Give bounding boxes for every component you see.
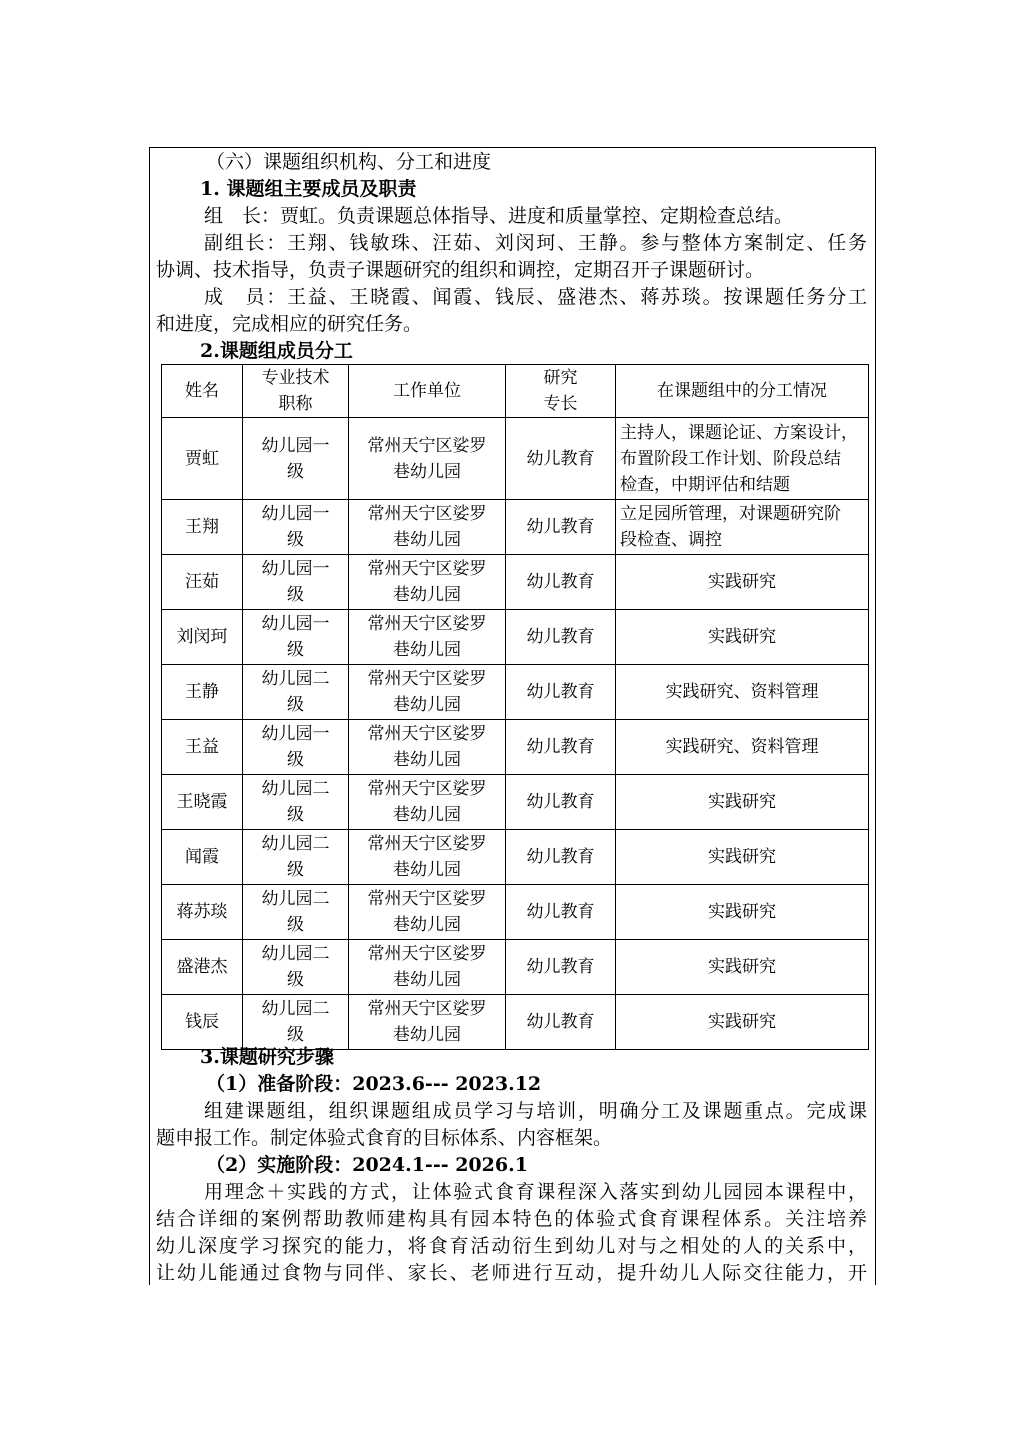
cell-title-b: 级: [287, 970, 304, 990]
impl-line-3: 幼儿深度学习探究的能力，将食育活动衍生到幼儿对与之相处的人的关系中，: [156, 1235, 867, 1257]
cell-unit-b: 巷幼儿园: [393, 461, 461, 482]
cell-duty-line: 实践研究: [708, 1012, 776, 1032]
cell-unit: [349, 940, 506, 995]
cell-unit: [349, 418, 506, 500]
cell-duty: [616, 830, 869, 885]
header-title-b: 职称: [278, 394, 313, 414]
impl-line-4: 让幼儿能通过食物与同伴、家长、老师进行互动，提升幼儿人际交往能力，开: [156, 1262, 867, 1284]
table-row: [162, 500, 869, 555]
cell-title-b: 级: [287, 530, 304, 550]
cell-unit-b: 巷幼儿园: [393, 970, 461, 990]
cell-title: [243, 940, 349, 995]
cell-specialty: 幼儿教育: [506, 775, 616, 830]
cell-unit: [349, 555, 506, 610]
cell-unit: [349, 995, 506, 1050]
cell-duty: [616, 500, 869, 555]
cell-title-b: 级: [287, 640, 304, 660]
part2-title: 2.课题组成员分工: [200, 340, 353, 362]
header-name: 姓名: [162, 365, 243, 418]
cell-unit-a: 常州天宁区娑罗: [367, 559, 487, 579]
cell-name: 蒋苏琰: [162, 885, 243, 940]
cell-unit-b: 巷幼儿园: [393, 915, 461, 935]
cell-specialty: 幼儿教育: [506, 500, 616, 555]
member-line-2: 和进度，完成相应的研究任务。: [156, 313, 423, 335]
cell-title-a: 幼儿园一: [261, 504, 330, 524]
cell-unit-b: 巷幼儿园: [393, 860, 461, 880]
cell-duty: [616, 665, 869, 720]
cell-unit-a: 常州天宁区娑罗: [367, 435, 487, 456]
header-spec-a: 研究: [543, 368, 578, 388]
cell-duty-line: 实践研究: [708, 957, 776, 977]
cell-duty-line: 实践研究: [708, 847, 776, 867]
cell-name: 钱辰: [162, 995, 243, 1050]
cell-title-b: 级: [287, 695, 304, 715]
header-duty: 在课题组中的分工情况: [616, 365, 869, 418]
cell-duty-line: 实践研究、资料管理: [665, 682, 819, 702]
cell-duty: [616, 610, 869, 665]
cell-specialty: 幼儿教育: [506, 830, 616, 885]
members-table: [161, 364, 869, 1050]
impl-line-1: 用理念＋实践的方式，让体验式食育课程深入落实到幼儿园园本课程中，: [204, 1181, 867, 1203]
cell-unit-b: 巷幼儿园: [393, 585, 461, 605]
cell-name: 贾虹: [162, 418, 243, 500]
cell-duty-line: 检查，中期评估和结题: [620, 474, 790, 495]
table-row: [162, 418, 869, 500]
cell-unit: [349, 885, 506, 940]
cell-title: [243, 775, 349, 830]
cell-title: [243, 665, 349, 720]
steps-title: 3.课题研究步骤: [200, 1046, 334, 1068]
cell-title-a: 幼儿园二: [261, 779, 330, 799]
cell-duty-line: 实践研究: [708, 902, 776, 922]
cell-title-a: 幼儿园二: [261, 889, 330, 909]
prep-line-2: 题申报工作。制定体验式食育的目标体系、内容框架。: [156, 1127, 613, 1149]
cell-unit: [349, 500, 506, 555]
cell-duty-line: 实践研究: [708, 792, 776, 812]
cell-duty: [616, 885, 869, 940]
header-spec-b: 专长: [543, 394, 578, 414]
cell-name: 刘闵珂: [162, 610, 243, 665]
header-title: [243, 365, 349, 418]
cell-duty: [616, 720, 869, 775]
cell-title-a: 幼儿园一: [261, 435, 330, 456]
cell-duty-line: 布置阶段工作计划、阶段总结: [620, 448, 841, 469]
cell-unit-a: 常州天宁区娑罗: [367, 669, 487, 689]
cell-unit: [349, 610, 506, 665]
table-row: [162, 940, 869, 995]
cell-unit-a: 常州天宁区娑罗: [367, 889, 487, 909]
cell-unit-a: 常州天宁区娑罗: [367, 834, 487, 854]
cell-name: 王益: [162, 720, 243, 775]
prep-stage-title: （1）准备阶段：2023.6--- 2023.12: [206, 1073, 542, 1095]
cell-title-a: 幼儿园二: [261, 669, 330, 689]
cell-name: 汪茹: [162, 555, 243, 610]
cell-title-b: 级: [287, 915, 304, 935]
document-frame: [149, 147, 876, 1285]
table-row: [162, 720, 869, 775]
cell-unit-a: 常州天宁区娑罗: [367, 724, 487, 744]
cell-specialty: 幼儿教育: [506, 995, 616, 1050]
section-heading: （六）课题组织机构、分工和进度: [206, 151, 492, 173]
table-body: [162, 418, 869, 1050]
table-row: [162, 830, 869, 885]
table-row: [162, 610, 869, 665]
deputy-line-2: 协调、技术指导，负责子课题研究的组织和调控，定期召开子课题研讨。: [156, 259, 765, 281]
cell-name: 王晓霞: [162, 775, 243, 830]
cell-duty-line: 实践研究、资料管理: [665, 737, 819, 757]
cell-name: 盛港杰: [162, 940, 243, 995]
table-row: [162, 555, 869, 610]
prep-line-1: 组建课题组，组织课题组成员学习与培训，明确分工及课题重点。完成课: [204, 1100, 867, 1122]
header-specialty: [506, 365, 616, 418]
cell-title: [243, 610, 349, 665]
cell-unit: [349, 830, 506, 885]
cell-duty-line: 主持人，课题论证、方案设计，: [620, 422, 858, 443]
cell-title-a: 幼儿园二: [261, 944, 330, 964]
cell-specialty: 幼儿教育: [506, 555, 616, 610]
cell-title-b: 级: [287, 585, 304, 605]
cell-specialty: 幼儿教育: [506, 940, 616, 995]
cell-title: [243, 720, 349, 775]
cell-title: [243, 555, 349, 610]
cell-title-a: 幼儿园二: [261, 834, 330, 854]
cell-title-a: 幼儿园一: [261, 724, 330, 744]
cell-unit-a: 常州天宁区娑罗: [367, 614, 487, 634]
cell-specialty: 幼儿教育: [506, 665, 616, 720]
cell-specialty: 幼儿教育: [506, 418, 616, 500]
cell-title: [243, 418, 349, 500]
cell-duty-line: 实践研究: [708, 572, 776, 592]
leader-line: 组 长：贾虹。负责课题总体指导、进度和质量掌控、定期检查总结。: [204, 205, 794, 227]
impl-line-2: 结合详细的案例帮助教师建构具有园本特色的体验式食育课程体系。关注培养: [156, 1208, 867, 1230]
cell-duty-line: 实践研究: [708, 627, 776, 647]
cell-duty: [616, 775, 869, 830]
table-row: [162, 995, 869, 1050]
header-title-a: 专业技术: [261, 368, 330, 388]
cell-title: [243, 500, 349, 555]
cell-title-b: 级: [287, 750, 304, 770]
cell-title: [243, 995, 349, 1050]
cell-duty-line: 段检查、调控: [620, 530, 722, 550]
cell-name: 闻霞: [162, 830, 243, 885]
cell-unit-a: 常州天宁区娑罗: [367, 779, 487, 799]
cell-unit-b: 巷幼儿园: [393, 1025, 461, 1045]
cell-unit-b: 巷幼儿园: [393, 530, 461, 550]
cell-specialty: 幼儿教育: [506, 720, 616, 775]
cell-unit: [349, 775, 506, 830]
cell-title-a: 幼儿园一: [261, 559, 330, 579]
deputy-line-1: 副组长：王翔、钱敏珠、汪茹、刘闵珂、王静。参与整体方案制定、任务: [204, 232, 867, 254]
cell-unit-a: 常州天宁区娑罗: [367, 944, 487, 964]
cell-title-b: 级: [287, 461, 304, 482]
cell-specialty: 幼儿教育: [506, 610, 616, 665]
member-line-1: 成 员：王益、王晓霞、闻霞、钱辰、盛港杰、蒋苏琰。按课题任务分工: [204, 286, 867, 308]
cell-title-b: 级: [287, 1025, 304, 1045]
impl-stage-title: （2）实施阶段：2024.1--- 2026.1: [206, 1154, 528, 1176]
cell-title: [243, 830, 349, 885]
part1-title: 1. 课题组主要成员及职责: [200, 178, 417, 200]
cell-title-b: 级: [287, 805, 304, 825]
cell-duty: [616, 418, 869, 500]
cell-unit-b: 巷幼儿园: [393, 640, 461, 660]
cell-name: 王静: [162, 665, 243, 720]
cell-name: 王翔: [162, 500, 243, 555]
cell-duty: [616, 940, 869, 995]
cell-unit-b: 巷幼儿园: [393, 750, 461, 770]
cell-unit: [349, 665, 506, 720]
cell-title-b: 级: [287, 860, 304, 880]
cell-specialty: 幼儿教育: [506, 885, 616, 940]
cell-title: [243, 885, 349, 940]
table-row: [162, 665, 869, 720]
cell-duty-line: 立足园所管理，对课题研究阶: [620, 504, 841, 524]
cell-duty: [616, 995, 869, 1050]
cell-duty: [616, 555, 869, 610]
table-row: [162, 775, 869, 830]
cell-unit-a: 常州天宁区娑罗: [367, 504, 487, 524]
cell-title-a: 幼儿园一: [261, 614, 330, 634]
cell-unit-b: 巷幼儿园: [393, 695, 461, 715]
cell-title-a: 幼儿园二: [261, 999, 330, 1019]
cell-unit-a: 常州天宁区娑罗: [367, 999, 487, 1019]
header-unit: 工作单位: [349, 365, 506, 418]
cell-unit: [349, 720, 506, 775]
table-header-row: [162, 365, 869, 418]
table-row: [162, 885, 869, 940]
cell-unit-b: 巷幼儿园: [393, 805, 461, 825]
